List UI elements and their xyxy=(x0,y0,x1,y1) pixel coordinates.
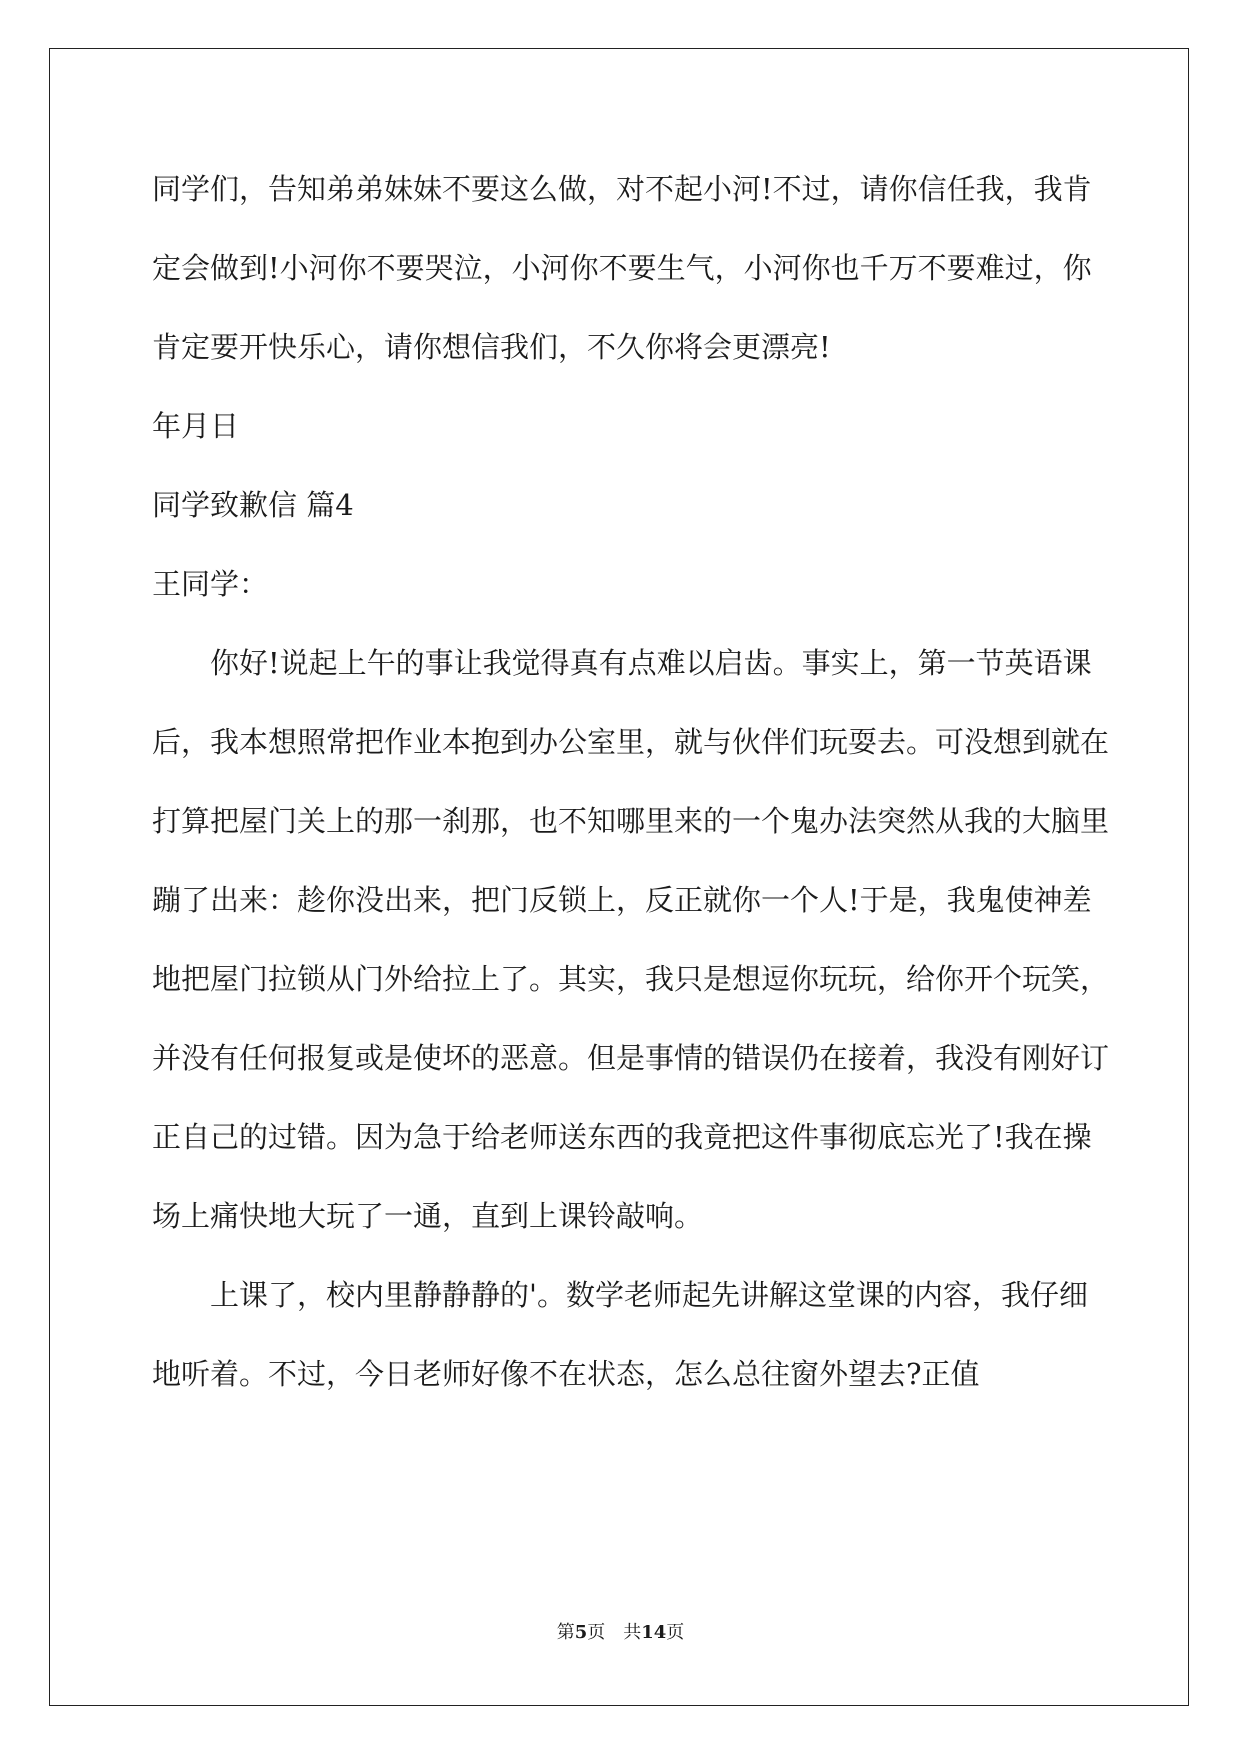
document-body xyxy=(152,150,1112,1414)
footer-prefix: 第 xyxy=(556,1622,575,1643)
total-pages-number: 14 xyxy=(641,1622,667,1643)
page-footer xyxy=(0,1618,1241,1644)
section-heading: 同学致歉信 篇4 xyxy=(152,488,354,522)
footer-suffix: 页 xyxy=(666,1622,685,1643)
footer-middle: 页 共 xyxy=(587,1622,642,1643)
paragraph-body-2: 上课了，校内里静静静的'。数学老师起先讲解这堂课的内容，我仔细地听着。不过，今日老师好像不在状态，怎么总往窗外望去?正值 xyxy=(152,1278,1088,1391)
date-line: 年月日 xyxy=(152,409,240,443)
paragraph-continuation: 同学们，告知弟弟妹妹不要这么做，对不起小河!不过，请你信任我，我肯定会做到!小河你不要哭泣，小河你不要生气，小河你也千万不要难过，你肯定要开快乐心，请你想信我们，不久你将会更漂亮! xyxy=(152,172,1092,364)
current-page-number: 5 xyxy=(574,1622,588,1643)
salutation: 王同学： xyxy=(152,567,269,601)
paragraph-body-1: 你好!说起上午的事让我觉得真有点难以启齿。事实上，第一节英语课后，我本想照常把作业本抱到办公室里，就与伙伴们玩耍去。可没想到就在打算把屋门关上的那一刹那，也不知哪里来的一个鬼办法突然从我的大脑里蹦了出来：趁你没出来，把门反锁上，反正就你一个人!于是，我鬼使神差地把屋门拉锁从门外给拉上了。其实，我只是想逗你玩玩，给你开个玩笑，并没有任何报复或是使坏的恶意。但是事情的错误仍在接着，我没有刚好订正自己的过错。因为急于给老师送东西的我竟把这件事彻底忘光了!我在操场上痛快地大玩了一通，直到上课铃敲响。 xyxy=(152,646,1110,1233)
